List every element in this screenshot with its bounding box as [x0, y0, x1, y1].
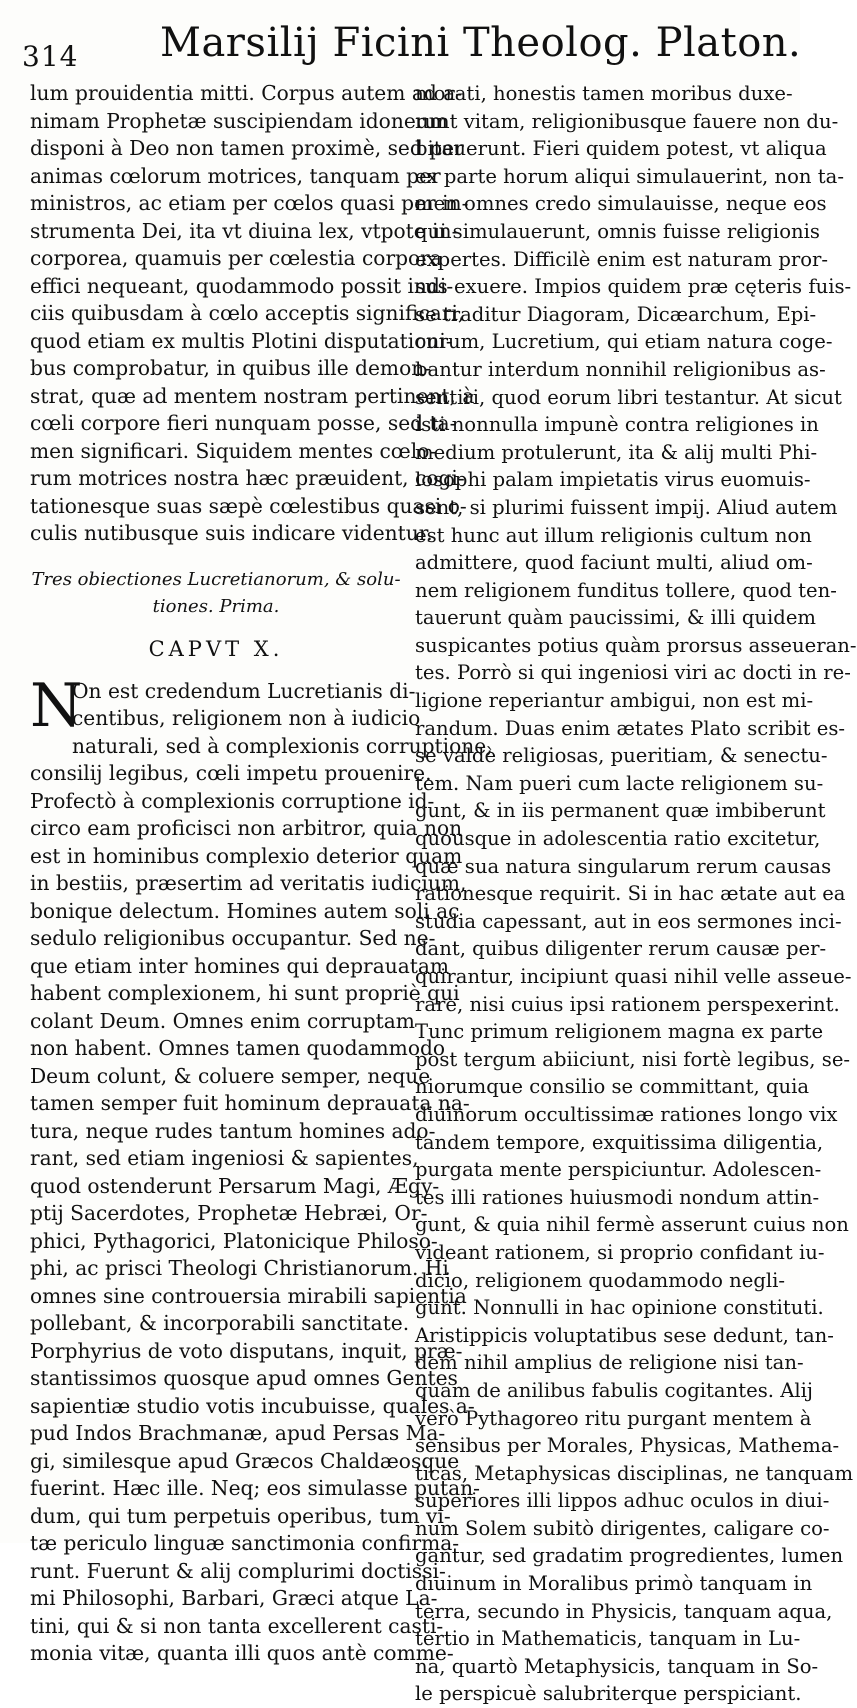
text-line: lum prouidentia mitti. Corpus autem ad a-: [30, 81, 463, 105]
text-line: diuinorum occultissimæ rationes longo vix: [415, 1102, 838, 1126]
text-line: tes. Porrò si qui ingeniosi viri ac docti in re-: [415, 661, 851, 685]
text-line: morati, honestis tamen moribus duxe-: [415, 82, 793, 105]
text-line: Aristippicis voluptatibus sese dedunt, tan-: [415, 1323, 834, 1347]
text-line: fuerint. Hæc ille. Neq; eos simulasse putan-: [30, 1476, 480, 1500]
text-line: phi, ac prisci Theologi Christianorum. Hi: [30, 1256, 449, 1280]
text-line: animas cœlorum motrices, tanquam per: [30, 163, 441, 188]
text-line: phici, Pythagorici, Platonicique Philoso-: [30, 1228, 438, 1253]
text-line: gunt. Nonnulli in hac opinione constituti.: [415, 1296, 824, 1320]
text-line: ligione reperiantur ambigui, non est mi-: [415, 689, 814, 713]
text-line: naturali, sed à complexionis corruptione,: [72, 733, 493, 758]
text-line: curum, Lucretium, qui etiam natura coge-: [415, 330, 833, 354]
text-line: qui simulauerunt, omnis fuisse religionis: [415, 219, 820, 243]
text-line: diuinum in Moralibus primò tanquam in: [415, 1572, 813, 1596]
text-line: pud Indos Brachmanæ, apud Persas Ma-: [30, 1421, 446, 1445]
text-line: Porphyrius de voto disputans, inquit, præ-: [30, 1338, 463, 1363]
text-line: Tres obiectiones Lucretianorum, & solu-: [31, 568, 401, 590]
text-line: dem nihil amplius de religione nisi tan-: [415, 1351, 804, 1375]
text-line: Profectò à complexionis corruptione id-: [30, 788, 435, 813]
text-line: est in hominibus complexio deterior quam: [30, 843, 463, 868]
text-line: rum motrices nostra hæc præuident, cogi-: [30, 466, 465, 490]
text-line: runt vitam, religionibusque fauere non du-: [415, 109, 839, 133]
text-line: monia vitæ, quanta illi quos antè comme-: [30, 1641, 454, 1665]
text-line: effici nequeant, quodammodo possit indi-: [30, 273, 454, 298]
chapter-heading: CAPVT X.: [148, 636, 284, 661]
text-line: verò Pythagoreo ritu purgant mentem à: [415, 1406, 812, 1430]
paragraph-1: [30, 80, 475, 548]
text-line: ticas, Metaphysicas disciplinas, ne tanquam: [415, 1461, 854, 1485]
text-line: quousque in adolescentia ratio excitetur,: [415, 827, 821, 851]
text-line: videant rationem, si proprio confidant iu-: [415, 1240, 825, 1264]
text-line: strumenta Dei, ita vt diuina lex, vtpote in-: [30, 218, 459, 243]
section-title: [30, 566, 402, 620]
text-line: dant, quibus diligenter rerum causæ per-: [415, 937, 827, 961]
text-line: culis nutibusque suis indicare videntur.: [30, 521, 433, 545]
text-line: bonique delectum. Homines autem soli ac: [30, 898, 460, 923]
text-line: sedulo religionibus occupantur. Sed ne-: [30, 926, 436, 950]
text-line: consilij legibus, cœli impetu prouenire.: [30, 761, 432, 785]
text-line: superiores illi lippos adhuc oculos in diui-: [415, 1489, 830, 1513]
running-title: Marsilij Ficini Theolog. Platon.: [160, 20, 802, 66]
text-line: cœli corpore fieri nunquam posse, sed ta-: [30, 411, 457, 435]
text-line: bantur interdum nonnihil religionibus as-: [415, 357, 826, 381]
text-line: bus comprobatur, in quibus ille demon-: [30, 356, 432, 380]
paragraph-2: [30, 760, 480, 1668]
text-line: On est credendum Lucretianis di-: [72, 678, 416, 703]
right-column: [415, 80, 857, 1708]
text-line: stantissimos quosque apud omnes Gentes: [30, 1366, 458, 1390]
text-line: se valdè religiosas, pueritiam, & senectu-: [415, 744, 828, 768]
text-line: mi Philosophi, Barbari, Græci atque La-: [30, 1586, 438, 1610]
text-line: losophi palam impietatis virus euomuis-: [415, 468, 811, 492]
text-line: tamen semper fuit hominum deprauata na-: [30, 1091, 470, 1115]
text-line: bitauerunt. Fieri quidem potest, vt aliqua: [415, 137, 827, 161]
text-line: terra, secundo in Physicis, tanquam aqua,: [415, 1599, 833, 1623]
text-line: quod ostenderunt Persarum Magi, Ægy-: [30, 1173, 440, 1198]
text-line: medium protulerunt, ita & alij multi Phi-: [415, 440, 818, 464]
page-number: 314: [22, 40, 79, 73]
text-line: nem religionem funditus tollere, quod ten-: [415, 578, 837, 602]
text-line: colant Deum. Omnes enim corruptam: [30, 1008, 415, 1033]
text-line: strat, quæ ad mentem nostram pertinent, à: [30, 383, 475, 408]
text-line: dicio, religionem quodammodo negli-: [415, 1268, 786, 1292]
text-line: omnes sine controuersia mirabili sapientia: [30, 1283, 467, 1308]
text-line: quam de anilibus fabulis cogitantes. Alij: [415, 1378, 813, 1402]
text-line: disponi à Deo non tamen proximè, sed per: [30, 136, 464, 160]
text-line: est hunc aut illum religionis cultum non: [415, 523, 812, 547]
text-line: tauerunt quàm paucissimi, & illi quidem: [415, 606, 817, 630]
text-line: quæ sua natura singularum rerum causas: [415, 854, 832, 878]
text-line: que etiam inter homines qui deprauatam: [30, 953, 450, 978]
text-line: tandem tempore, exquitissima diligentia,: [415, 1130, 824, 1154]
text-line: sus exuere. Impios quidem præ cęteris fuis-: [415, 275, 852, 299]
text-line: tini, qui & si non tanta excellerent casti-: [30, 1613, 444, 1638]
text-line: sent, si plurimi fuissent impij. Aliud autem: [415, 495, 838, 519]
text-line: sensibus per Morales, Physicas, Mathema-: [415, 1434, 840, 1458]
text-line: tura, neque rudes tantum homines ado-: [30, 1118, 436, 1143]
text-line: tertio in Mathematicis, tanquam in Lu-: [415, 1627, 801, 1651]
text-line: tem. Nam pueri cum lacte religionem su-: [415, 771, 824, 795]
text-line: corporea, quamuis per cœlestia corpora: [30, 246, 442, 270]
text-line: ptij Sacerdotes, Prophetæ Hebræi, Or-: [30, 1201, 428, 1225]
text-line: gunt, & quia nihil fermè asserunt cuius non: [415, 1213, 849, 1237]
text-line: le perspicuè salubriterque perspiciant.: [415, 1682, 802, 1706]
text-line: tationesque suas sæpè cœlestibus quasi o-: [30, 493, 467, 518]
text-line: quod etiam ex multis Plotini disputationi-: [30, 328, 453, 353]
text-line: nimam Prophetæ suscipiendam idoneum: [30, 108, 448, 133]
text-line: se traditur Diagoram, Dicæarchum, Epi-: [415, 302, 817, 326]
drop-cap: N: [30, 670, 83, 741]
text-line: non habent. Omnes tamen quodammodo: [30, 1036, 446, 1060]
text-line: pollebant, & incorporabili sanctitate.: [30, 1311, 410, 1335]
text-line: tes illi rationes huiusmodi nondum attin-: [415, 1185, 820, 1209]
text-line: runt. Fuerunt & alij complurimi doctissi-: [30, 1558, 446, 1583]
text-line: randum. Duas enim ætates Plato scribit es-: [415, 716, 846, 740]
text-line: na, quartò Metaphysicis, tanquam in So-: [415, 1654, 819, 1678]
text-line: admittere, quod faciunt multi, aliud om-: [415, 551, 813, 575]
text-line: post tergum abiiciunt, nisi fortè legibus, se-: [415, 1047, 851, 1071]
text-line: in bestiis, præsertim ad veritatis iudicium,: [30, 871, 467, 895]
text-line: suspicantes potius quàm prorsus asseueran-: [415, 633, 857, 657]
text-line: circo eam proficisci non arbitror, quia non: [30, 816, 463, 840]
left-column: [30, 80, 493, 1668]
text-line: rationesque requirit. Si in hac ætate aut ea: [415, 882, 846, 906]
text-line: studia capessant, aut in eos sermones inci-: [415, 909, 842, 933]
text-line: gantur, sed gradatim progredientes, lumen: [415, 1544, 844, 1568]
text-line: rare, nisi cuius ipsi rationem perspexerint.: [415, 992, 840, 1016]
text-line: dum, qui tum perpetuis operibus, tum vi-: [30, 1503, 451, 1528]
text-line: ciis quibusdam à cœlo acceptis significari,: [30, 301, 465, 325]
text-line: tiones. Prima.: [152, 595, 280, 617]
paragraph-2-opening: [30, 670, 493, 761]
text-line: centibus, religionem non à iudicio: [72, 706, 421, 730]
text-line: quirantur, incipiunt quasi nihil velle asseue-: [415, 965, 852, 988]
text-line: men significari. Siquidem mentes cœlo-: [30, 438, 437, 463]
text-line: ex parte horum aliqui simulauerint, non ta-: [415, 164, 844, 188]
text-line: expertes. Difficilè enim est naturam pror-: [415, 247, 829, 271]
text-line: niorumque consilio se committant, quia: [415, 1075, 810, 1099]
text-line: num Solem subitò dirigentes, caligare co-: [415, 1516, 830, 1540]
text-line: Deum colunt, & coluere semper, neque: [30, 1063, 431, 1088]
text-line: habent complexionem, hi sunt propriè qui: [30, 981, 460, 1005]
text-line: gunt, & in iis permanent quæ imbiberunt: [415, 799, 826, 823]
text-line: Tunc primum religionem magna ex parte: [415, 1020, 824, 1044]
text-line: rant, sed etiam ingeniosi & sapientes,: [30, 1146, 419, 1170]
text-line: tæ periculo linguæ sanctimonia confirma-: [30, 1531, 460, 1555]
text-line: gi, similesque apud Græcos Chaldæosque: [30, 1448, 460, 1473]
text-line: ministros, ac etiam per cœlos quasi per in-: [30, 191, 469, 215]
text-line: isti nonnulla impunè contra religiones in: [415, 413, 819, 437]
text-line: sentiri, quod eorum libri testantur. At sicut: [415, 385, 842, 409]
text-line: men omnes credo simulauisse, neque eos: [415, 192, 827, 216]
text-line: sapientiæ studio votis incubuisse, quales a-: [30, 1393, 475, 1418]
text-line: purgata mente perspiciuntur. Adolescen-: [415, 1158, 822, 1182]
